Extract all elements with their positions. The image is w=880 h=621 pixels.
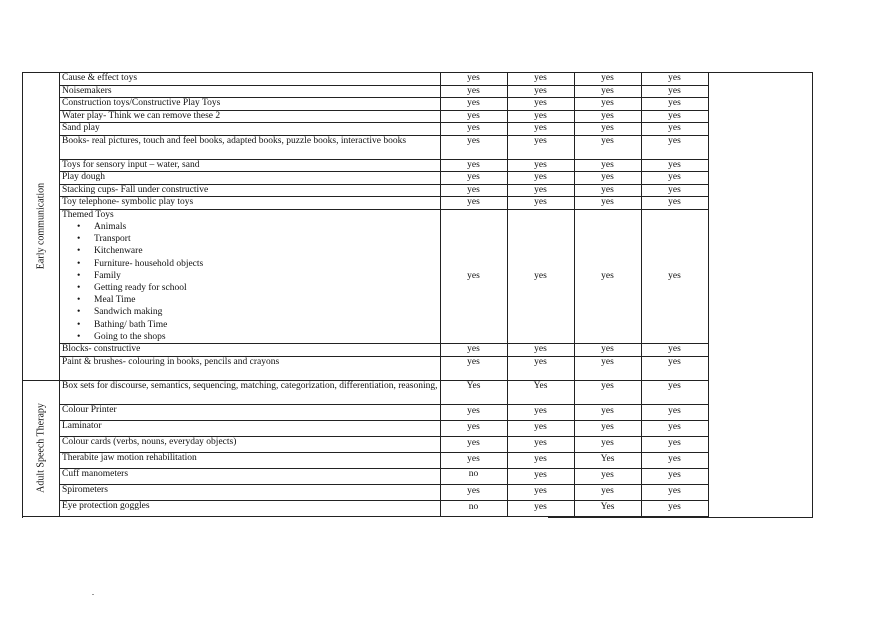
value-cell: yes bbox=[641, 404, 708, 420]
value-cell: yes bbox=[641, 436, 708, 452]
table-row bbox=[23, 468, 709, 484]
value-cell: Yes bbox=[574, 452, 641, 468]
table-row bbox=[23, 484, 709, 500]
table-row bbox=[23, 436, 709, 452]
value-cell: Yes bbox=[507, 380, 574, 404]
value-cell: yes bbox=[507, 484, 574, 500]
value-cell: yes bbox=[574, 98, 641, 111]
item-cell: Toys for sensory input – water, sand bbox=[60, 159, 441, 172]
value-cell: yes bbox=[641, 484, 708, 500]
value-cell: yes bbox=[507, 468, 574, 484]
value-cell: yes bbox=[574, 123, 641, 136]
table-row bbox=[23, 98, 709, 111]
value-cell: yes bbox=[641, 85, 708, 98]
value-cell: yes bbox=[574, 209, 641, 344]
item-cell: Water play- Think we can remove these 2 bbox=[60, 110, 441, 123]
item-cell: Stacking cups- Fall under constructive bbox=[60, 184, 441, 197]
value-cell: yes bbox=[507, 110, 574, 123]
value-cell: yes bbox=[440, 73, 507, 86]
value-cell: yes bbox=[440, 98, 507, 111]
table-row bbox=[23, 420, 709, 436]
value-cell: yes bbox=[641, 380, 708, 404]
value-cell: yes bbox=[440, 135, 507, 159]
section-label-cell bbox=[23, 380, 60, 516]
value-cell: yes bbox=[440, 172, 507, 185]
item-cell: Therabite jaw motion rehabilitation bbox=[60, 452, 441, 468]
value-cell: yes bbox=[641, 209, 708, 344]
value-cell: yes bbox=[507, 420, 574, 436]
value-cell: yes bbox=[440, 123, 507, 136]
themed-toys-list bbox=[62, 221, 438, 343]
value-cell: yes bbox=[574, 380, 641, 404]
value-cell: yes bbox=[507, 135, 574, 159]
section-label-cell bbox=[23, 73, 60, 381]
value-cell: yes bbox=[574, 356, 641, 380]
value-cell: yes bbox=[440, 344, 507, 357]
value-cell: yes bbox=[574, 436, 641, 452]
item-cell: Sand play bbox=[60, 123, 441, 136]
value-cell: yes bbox=[641, 73, 708, 86]
list-item: • Going to the shops bbox=[94, 331, 438, 343]
value-cell: yes bbox=[440, 420, 507, 436]
item-cell: Eye protection goggles bbox=[60, 500, 441, 516]
value-cell: no bbox=[440, 500, 507, 516]
value-cell: yes bbox=[507, 85, 574, 98]
value-cell: yes bbox=[507, 172, 574, 185]
value-cell: yes bbox=[440, 356, 507, 380]
item-cell: Play dough bbox=[60, 172, 441, 185]
value-cell: Yes bbox=[440, 380, 507, 404]
value-cell: yes bbox=[574, 159, 641, 172]
section-label: Adult Speech Therapy bbox=[35, 403, 47, 493]
value-cell: yes bbox=[574, 197, 641, 210]
value-cell: yes bbox=[641, 344, 708, 357]
value-cell: yes bbox=[574, 344, 641, 357]
value-cell: yes bbox=[641, 452, 708, 468]
value-cell: yes bbox=[641, 500, 708, 516]
list-item: • Getting ready for school bbox=[94, 282, 438, 294]
table-row bbox=[23, 404, 709, 420]
table-row bbox=[23, 135, 709, 159]
item-cell: Colour cards (verbs, nouns, everyday objects) bbox=[60, 436, 441, 452]
list-item: • Family bbox=[94, 270, 438, 282]
list-item: • Kitchenware bbox=[94, 245, 438, 257]
value-cell: yes bbox=[574, 85, 641, 98]
item-cell: Colour Printer bbox=[60, 404, 441, 420]
value-cell: yes bbox=[507, 436, 574, 452]
item-cell: Construction toys/Constructive Play Toys bbox=[60, 98, 441, 111]
value-cell: yes bbox=[574, 172, 641, 185]
value-cell: yes bbox=[574, 73, 641, 86]
value-cell: yes bbox=[574, 110, 641, 123]
equipment-table bbox=[22, 72, 709, 517]
list-item: • Meal Time bbox=[94, 294, 438, 306]
item-cell bbox=[60, 209, 441, 344]
value-cell: yes bbox=[440, 436, 507, 452]
table-row bbox=[23, 452, 709, 468]
value-cell: yes bbox=[507, 452, 574, 468]
value-cell: yes bbox=[641, 135, 708, 159]
table-row bbox=[23, 73, 709, 86]
value-cell: yes bbox=[507, 123, 574, 136]
item-cell: Spirometers bbox=[60, 484, 441, 500]
value-cell: yes bbox=[440, 209, 507, 344]
table-row bbox=[23, 356, 709, 380]
value-cell: yes bbox=[574, 484, 641, 500]
list-item: • Transport bbox=[94, 233, 438, 245]
value-cell: yes bbox=[574, 184, 641, 197]
item-cell: Toy telephone- symbolic play toys bbox=[60, 197, 441, 210]
table-row bbox=[23, 500, 709, 516]
value-cell: yes bbox=[507, 159, 574, 172]
value-cell: yes bbox=[641, 356, 708, 380]
table-row bbox=[23, 123, 709, 136]
value-cell: yes bbox=[440, 85, 507, 98]
item-title: Themed Toys bbox=[62, 209, 114, 220]
value-cell: yes bbox=[507, 404, 574, 420]
value-cell: yes bbox=[641, 468, 708, 484]
value-cell: yes bbox=[507, 197, 574, 210]
table-row bbox=[23, 85, 709, 98]
list-item: • Sandwich making bbox=[94, 306, 438, 318]
item-cell: Noisemakers bbox=[60, 85, 441, 98]
list-item: • Animals bbox=[94, 221, 438, 233]
value-cell: yes bbox=[641, 110, 708, 123]
table-row bbox=[23, 184, 709, 197]
item-cell: Blocks- constructive bbox=[60, 344, 441, 357]
value-cell: yes bbox=[574, 468, 641, 484]
value-cell: yes bbox=[507, 344, 574, 357]
table-row bbox=[23, 344, 709, 357]
list-item: • Furniture- household objects bbox=[94, 258, 438, 270]
value-cell: yes bbox=[641, 123, 708, 136]
value-cell: yes bbox=[641, 184, 708, 197]
value-cell: yes bbox=[507, 209, 574, 344]
table-row bbox=[23, 172, 709, 185]
value-cell: no bbox=[440, 468, 507, 484]
value-cell: yes bbox=[574, 404, 641, 420]
value-cell: yes bbox=[440, 110, 507, 123]
value-cell: yes bbox=[641, 172, 708, 185]
value-cell: yes bbox=[440, 159, 507, 172]
table-row bbox=[23, 380, 709, 404]
item-cell: Books- real pictures, touch and feel books, adapted books, puzzle books, interactive books bbox=[60, 135, 441, 159]
value-cell: Yes bbox=[574, 500, 641, 516]
value-cell: yes bbox=[507, 98, 574, 111]
value-cell: yes bbox=[574, 420, 641, 436]
value-cell: yes bbox=[440, 404, 507, 420]
value-cell: yes bbox=[440, 484, 507, 500]
item-cell: Cuff manometers bbox=[60, 468, 441, 484]
value-cell: yes bbox=[507, 500, 574, 516]
page-speck bbox=[92, 594, 94, 595]
value-cell: yes bbox=[574, 135, 641, 159]
section-label: Early communication bbox=[35, 183, 47, 270]
page-frame-bottom bbox=[548, 517, 813, 518]
value-cell: yes bbox=[507, 184, 574, 197]
item-cell: Cause & effect toys bbox=[60, 73, 441, 86]
list-item: • Bathing/ bath Time bbox=[94, 319, 438, 331]
table-row bbox=[23, 197, 709, 210]
value-cell: yes bbox=[507, 73, 574, 86]
value-cell: yes bbox=[641, 197, 708, 210]
value-cell: yes bbox=[440, 452, 507, 468]
value-cell: yes bbox=[440, 197, 507, 210]
value-cell: yes bbox=[641, 159, 708, 172]
table-row bbox=[23, 209, 709, 344]
value-cell: yes bbox=[507, 356, 574, 380]
table-row bbox=[23, 110, 709, 123]
table-row bbox=[23, 159, 709, 172]
item-cell: Laminator bbox=[60, 420, 441, 436]
value-cell: yes bbox=[440, 184, 507, 197]
item-cell: Paint & brushes- colouring in books, pencils and crayons bbox=[60, 356, 441, 380]
page-frame-right bbox=[812, 72, 813, 518]
item-cell: Box sets for discourse, semantics, sequencing, matching, categorization, differentiation, reasoning, bbox=[60, 380, 441, 404]
value-cell: yes bbox=[641, 98, 708, 111]
value-cell: yes bbox=[641, 420, 708, 436]
